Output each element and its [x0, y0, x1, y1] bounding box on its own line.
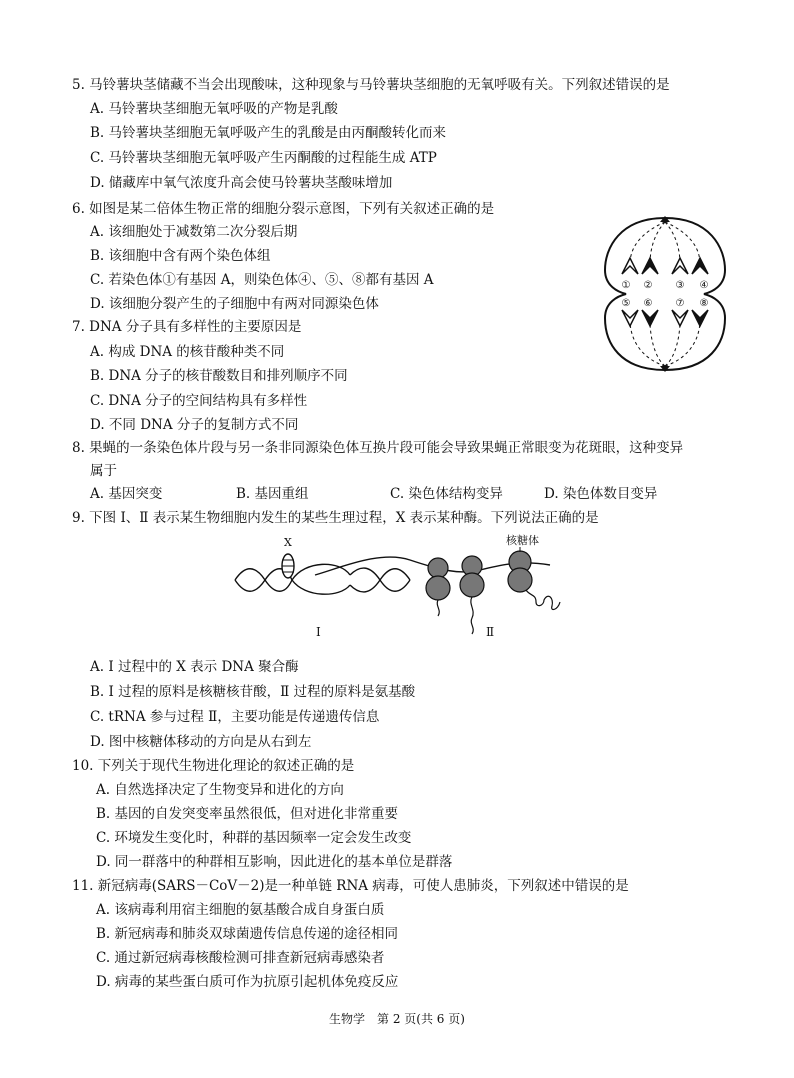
ribosome-label: 核糖体	[506, 534, 539, 547]
q6-option-a: A. 该细胞处于减数第二次分裂后期	[90, 224, 298, 240]
q8-stem-line2: 属于	[90, 463, 117, 479]
q9-option-a: A. Ⅰ 过程中的 X 表示 DNA 聚合酶	[90, 659, 299, 675]
q10-stem: 10. 下列关于现代生物进化理论的叙述正确的是	[72, 758, 355, 774]
label-8: ⑧	[699, 298, 709, 309]
q11-option-b: B. 新冠病毒和肺炎双球菌遗传信息传递的途径相同	[96, 926, 399, 942]
q7-option-d: D. 不同 DNA 分子的复制方式不同	[90, 417, 299, 433]
label-7: ⑦	[675, 298, 685, 309]
q6-option-b: B. 该细胞中含有两个染色体组	[90, 248, 271, 264]
q8-option-b: B. 基因重组	[236, 486, 309, 502]
q9-option-b: B. Ⅰ 过程的原料是核糖核苷酸，Ⅱ 过程的原料是氨基酸	[90, 684, 416, 700]
label-4: ④	[699, 280, 709, 291]
q11-stem: 11. 新冠病毒(SARS－CoV－2)是一种单链 RNA 病毒，可使人患肺炎，下列叙述中错误的是	[72, 878, 629, 894]
q8-option-a: A. 基因突变	[90, 486, 163, 502]
q8-stem-line1: 8. 果蝇的一条染色体片段与另一条非同源染色体互换片段可能会导致果蝇正常眼变为花斑眼，这种变异	[72, 440, 684, 456]
q7-option-a: A. 构成 DNA 的核苷酸种类不同	[90, 344, 285, 360]
label-3: ③	[675, 280, 685, 291]
q6-option-d: D. 该细胞分裂产生的子细胞中有两对同源染色体	[90, 296, 379, 312]
label-6: ⑥	[643, 298, 653, 309]
cell-division-figure	[600, 208, 730, 378]
q10-option-d: D. 同一群落中的种群相互影响，因此进化的基本单位是群落	[96, 854, 453, 870]
q5-stem: 5. 马铃薯块茎储藏不当会出现酸味，这种现象与马铃薯块茎细胞的无氧呼吸有关。下列叙述错误的是	[72, 77, 670, 93]
q8-options	[90, 485, 657, 503]
q8-option-d: D. 染色体数目变异	[544, 486, 658, 502]
q11-option-c: C. 通过新冠病毒核酸检测可排查新冠病毒感染者	[96, 950, 385, 966]
label-2: ②	[643, 280, 653, 291]
q5-option-c: C. 马铃薯块茎细胞无氧呼吸产生丙酮酸的过程能生成 ATP	[90, 150, 437, 166]
q9-option-c: C. tRNA 参与过程 Ⅱ，主要功能是传递遗传信息	[90, 709, 380, 725]
q10-option-a: A. 自然选择决定了生物变异和进化的方向	[96, 782, 344, 798]
q5-option-b: B. 马铃薯块茎细胞无氧呼吸产生的乳酸是由丙酮酸转化而来	[90, 125, 447, 141]
process-ii-label: Ⅱ	[486, 625, 495, 639]
q8-option-c: C. 染色体结构变异	[390, 486, 503, 502]
q7-stem: 7. DNA 分子具有多样性的主要原因是	[72, 319, 302, 335]
q11-option-d: D. 病毒的某些蛋白质可作为抗原引起机体免疫反应	[96, 974, 399, 990]
q5-option-a: A. 马铃薯块茎细胞无氧呼吸的产物是乳酸	[90, 101, 338, 117]
label-5: ⑤	[621, 298, 631, 309]
q9-option-d: D. 图中核糖体移动的方向是从右到左	[90, 734, 312, 750]
q10-option-b: B. 基因的自发突变率虽然很低，但对进化非常重要	[96, 806, 399, 822]
q11-option-a: A. 该病毒利用宿主细胞的氨基酸合成自身蛋白质	[96, 902, 385, 918]
process-i-label: Ⅰ	[316, 625, 321, 639]
q9-stem: 9. 下图 Ⅰ、Ⅱ 表示某生物细胞内发生的某些生理过程，X 表示某种酶。下列说法正确的是	[72, 510, 599, 526]
transcription-translation-figure	[230, 530, 580, 645]
q7-option-b: B. DNA 分子的核苷酸数目和排列顺序不同	[90, 368, 348, 384]
page-footer: 生物学 第 2 页(共 6 页)	[329, 1012, 465, 1026]
q6-stem: 6. 如图是某二倍体生物正常的细胞分裂示意图，下列有关叙述正确的是	[72, 201, 495, 217]
q7-option-c: C. DNA 分子的空间结构具有多样性	[90, 393, 308, 409]
enzyme-x-label: X	[284, 536, 292, 549]
q6-option-c: C. 若染色体①有基因 A，则染色体④、⑤、⑧都有基因 A	[90, 272, 434, 288]
label-1: ①	[621, 280, 631, 291]
q10-option-c: C. 环境发生变化时，种群的基因频率一定会发生改变	[96, 830, 412, 846]
q5-option-d: D. 储藏库中氧气浓度升高会使马铃薯块茎酸味增加	[90, 175, 393, 191]
